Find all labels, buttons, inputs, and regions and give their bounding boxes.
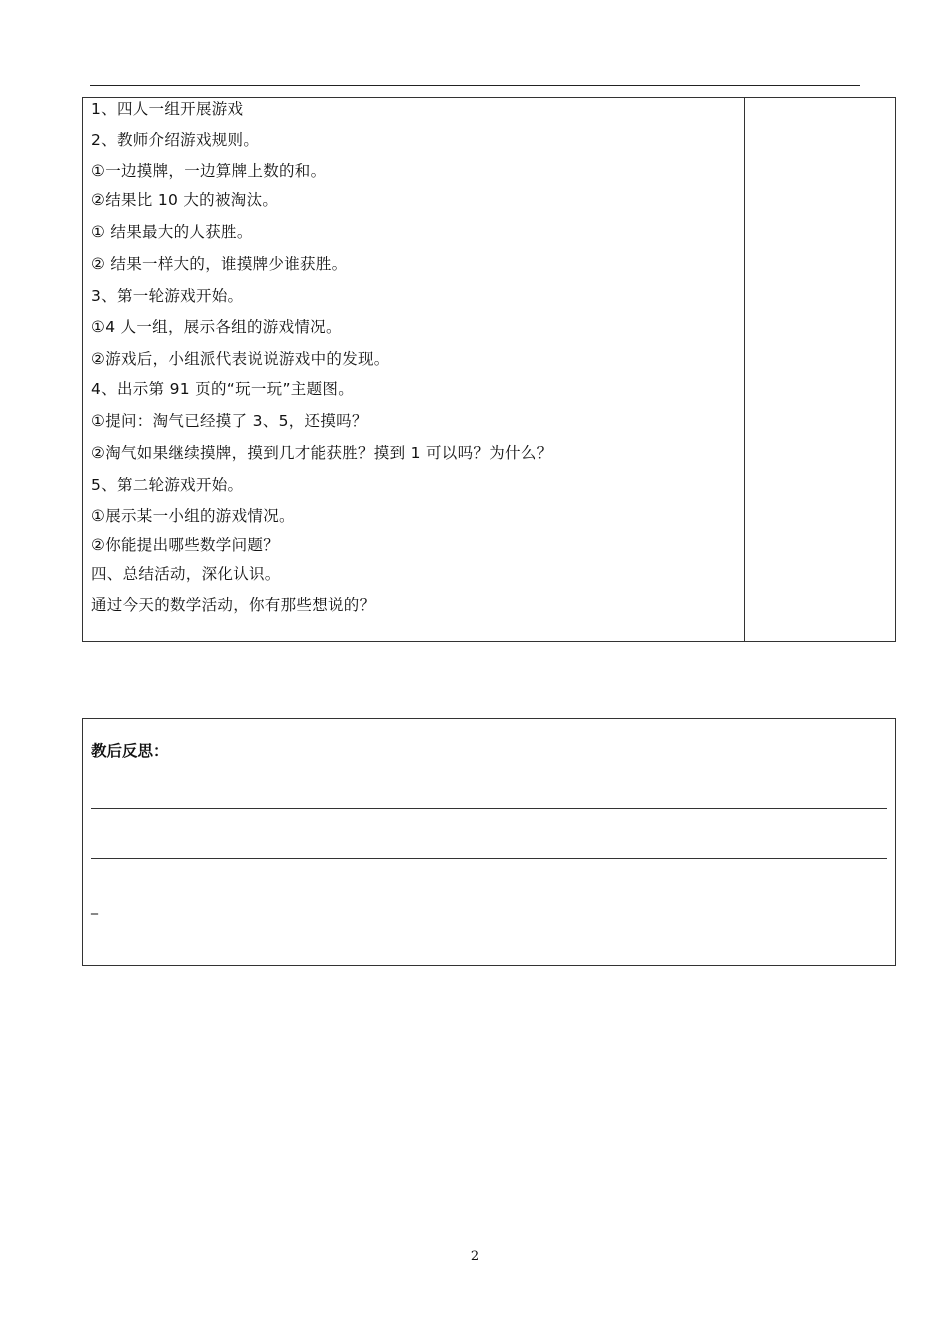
lesson-line: ①展示某一小组的游戏情况。 — [91, 507, 295, 525]
lesson-line: 2、教师介绍游戏规则。 — [91, 131, 260, 149]
lesson-line: 1、四人一组开展游戏 — [91, 100, 244, 118]
reflection-write-line — [91, 858, 887, 859]
lesson-line: 通过今天的数学活动，你有那些想说的？ — [91, 596, 376, 614]
lesson-line: 5、第二轮游戏开始。 — [91, 476, 244, 494]
lesson-line: ② 结果一样大的，谁摸牌少谁获胜。 — [91, 255, 348, 273]
header-rule — [90, 85, 860, 86]
column-divider — [744, 98, 745, 641]
reflection-title: 教后反思： — [91, 742, 169, 760]
reflection-box — [82, 718, 896, 966]
lesson-line: ②结果比 10 大的被淘汰。 — [91, 191, 279, 209]
lesson-line: ①4 人一组，展示各组的游戏情况。 — [91, 318, 342, 336]
lesson-steps-table — [82, 97, 896, 642]
lesson-line: ②你能提出哪些数学问题？ — [91, 536, 279, 554]
page-number: 2 — [470, 1249, 480, 1264]
lesson-line: ②游戏后，小组派代表说说游戏中的发现。 — [91, 350, 390, 368]
reflection-write-line — [91, 808, 887, 809]
lesson-line: ①提问：淘气已经摸了 3、5，还摸吗？ — [91, 412, 368, 430]
reflection-underscore: _ — [91, 899, 98, 915]
lesson-line: 4、出示第 91 页的“玩一玩”主题图。 — [91, 380, 354, 398]
lesson-line: ②淘气如果继续摸牌，摸到几才能获胜？摸到 1 可以吗？为什么？ — [91, 444, 553, 462]
lesson-line: ①一边摸牌，一边算牌上数的和。 — [91, 162, 327, 180]
lesson-line: 3、第一轮游戏开始。 — [91, 287, 244, 305]
lesson-line: 四、总结活动，深化认识。 — [91, 565, 281, 583]
lesson-line: ① 结果最大的人获胜。 — [91, 223, 253, 241]
